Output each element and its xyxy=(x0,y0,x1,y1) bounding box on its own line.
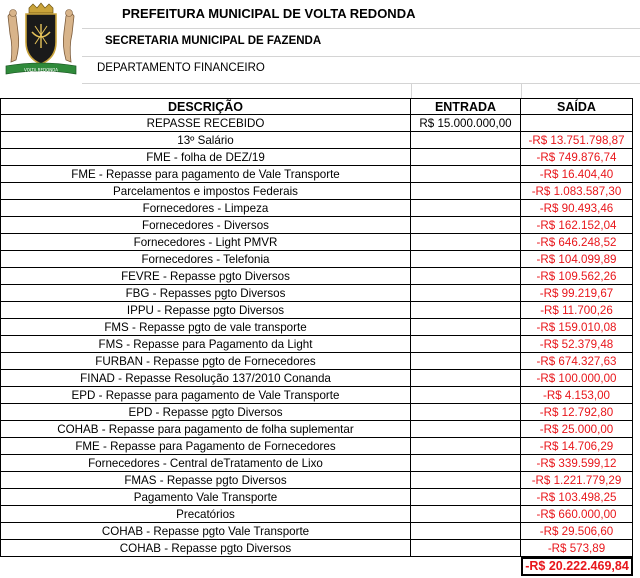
table-row xyxy=(0,506,640,523)
entrada-cell xyxy=(411,200,521,217)
description-cell: FME - Repasse para pagamento de Vale Transporte xyxy=(0,166,411,183)
svg-text:VOLTA REDONDA: VOLTA REDONDA xyxy=(24,67,58,73)
gridline xyxy=(521,83,522,98)
description-cell: Fornecedores - Light PMVR xyxy=(0,234,411,251)
table-row xyxy=(0,302,640,319)
column-header-saida: SAÍDA xyxy=(521,98,633,115)
saida-cell: -R$ 660.000,00 xyxy=(521,506,633,523)
table-row xyxy=(0,132,640,149)
entrada-cell xyxy=(411,353,521,370)
entrada-cell xyxy=(411,217,521,234)
entrada-cell xyxy=(411,523,521,540)
table-row xyxy=(0,217,640,234)
header-secretariat: SECRETARIA MUNICIPAL DE FAZENDA xyxy=(105,35,322,47)
saida-cell: -R$ 90.493,46 xyxy=(521,200,633,217)
table-row xyxy=(0,540,640,557)
saida-cell: -R$ 104.099,89 xyxy=(521,251,633,268)
saida-cell: -R$ 749.876,74 xyxy=(521,149,633,166)
column-header-entrada: ENTRADA xyxy=(411,98,521,115)
table-row xyxy=(0,404,640,421)
entrada-cell xyxy=(411,489,521,506)
saida-cell: -R$ 4.153,00 xyxy=(521,387,633,404)
entrada-cell xyxy=(411,387,521,404)
total-spacer xyxy=(0,557,411,574)
entrada-cell xyxy=(411,183,521,200)
description-cell: COHAB - Repasse para pagamento de folha suplementar xyxy=(0,421,411,438)
total-saida-cell: -R$ 20.222.469,84 xyxy=(521,557,633,576)
table-row xyxy=(0,166,640,183)
description-cell: FMS - Repasse pgto de vale transporte xyxy=(0,319,411,336)
description-cell: Parcelamentos e impostos Federais xyxy=(0,183,411,200)
entrada-cell xyxy=(411,251,521,268)
table-row xyxy=(0,370,640,387)
table-row xyxy=(0,285,640,302)
saida-cell: -R$ 13.751.798,87 xyxy=(521,132,633,149)
description-cell: EPD - Repasse para pagamento de Vale Transporte xyxy=(0,387,411,404)
entrada-cell xyxy=(411,234,521,251)
description-cell: Fornecedores - Diversos xyxy=(0,217,411,234)
table-row xyxy=(0,353,640,370)
entrada-cell xyxy=(411,285,521,302)
saida-cell: -R$ 11.700,26 xyxy=(521,302,633,319)
saida-cell: -R$ 339.599,12 xyxy=(521,455,633,472)
description-cell: FMS - Repasse para Pagamento da Light xyxy=(0,336,411,353)
saida-cell: -R$ 109.562,26 xyxy=(521,268,633,285)
entrada-cell xyxy=(411,268,521,285)
saida-cell: -R$ 573,89 xyxy=(521,540,633,557)
description-cell: EPD - Repasse pgto Diversos xyxy=(0,404,411,421)
description-cell: REPASSE RECEBIDO xyxy=(0,115,411,132)
gridline xyxy=(82,28,640,29)
table-row xyxy=(0,472,640,489)
saida-cell: -R$ 99.219,67 xyxy=(521,285,633,302)
table-row xyxy=(0,319,640,336)
table-row xyxy=(0,183,640,200)
entrada-cell xyxy=(411,455,521,472)
entrada-cell xyxy=(411,336,521,353)
saida-cell: -R$ 100.000,00 xyxy=(521,370,633,387)
saida-cell: -R$ 14.706,29 xyxy=(521,438,633,455)
entrada-cell xyxy=(411,132,521,149)
document-header xyxy=(0,0,640,98)
saida-cell: -R$ 674.327,63 xyxy=(521,353,633,370)
saida-cell: -R$ 12.792,80 xyxy=(521,404,633,421)
description-cell: Precatórios xyxy=(0,506,411,523)
description-cell: Fornecedores - Telefonia xyxy=(0,251,411,268)
table-row xyxy=(0,421,640,438)
entrada-cell xyxy=(411,540,521,557)
entrada-cell xyxy=(411,421,521,438)
description-cell: 13º Salário xyxy=(0,132,411,149)
table-row xyxy=(0,149,640,166)
description-cell: Fornecedores - Central deTratamento de Lixo xyxy=(0,455,411,472)
table-row xyxy=(0,234,640,251)
description-cell: FME - Repasse para Pagamento de Fornecedores xyxy=(0,438,411,455)
table-row xyxy=(0,489,640,506)
saida-cell: -R$ 16.404,40 xyxy=(521,166,633,183)
saida-cell: -R$ 103.498,25 xyxy=(521,489,633,506)
saida-cell: -R$ 1.083.587,30 xyxy=(521,183,633,200)
description-cell: COHAB - Repasse pgto Diversos xyxy=(0,540,411,557)
entrada-cell xyxy=(411,319,521,336)
column-header-description: DESCRIÇÃO xyxy=(0,98,411,115)
entrada-cell xyxy=(411,404,521,421)
saida-cell xyxy=(521,115,633,132)
saida-cell: -R$ 1.221.779,29 xyxy=(521,472,633,489)
description-cell: FBG - Repasses pgto Diversos xyxy=(0,285,411,302)
saida-cell: -R$ 646.248,52 xyxy=(521,234,633,251)
description-cell: FME - folha de DEZ/19 xyxy=(0,149,411,166)
table-row xyxy=(0,251,640,268)
entrada-cell xyxy=(411,438,521,455)
description-cell: Fornecedores - Limpeza xyxy=(0,200,411,217)
description-cell: FEVRE - Repasse pgto Diversos xyxy=(0,268,411,285)
saida-cell: -R$ 25.000,00 xyxy=(521,421,633,438)
table-row xyxy=(0,438,640,455)
entrada-cell xyxy=(411,506,521,523)
table-row xyxy=(0,387,640,404)
table-row xyxy=(0,115,640,132)
gridline xyxy=(82,83,640,84)
coat-of-arms-logo xyxy=(2,2,80,78)
table-total-row xyxy=(0,557,640,574)
table-row xyxy=(0,455,640,472)
entrada-cell xyxy=(411,472,521,489)
entrada-cell xyxy=(411,166,521,183)
table-row xyxy=(0,523,640,540)
description-cell: COHAB - Repasse pgto Vale Transporte xyxy=(0,523,411,540)
entrada-cell xyxy=(411,302,521,319)
financial-table xyxy=(0,98,640,574)
description-cell: IPPU - Repasse pgto Diversos xyxy=(0,302,411,319)
entrada-cell xyxy=(411,370,521,387)
description-cell: FURBAN - Repasse pgto de Fornecedores xyxy=(0,353,411,370)
description-cell: Pagamento Vale Transporte xyxy=(0,489,411,506)
gridline xyxy=(82,56,640,57)
entrada-cell xyxy=(411,149,521,166)
description-cell: FMAS - Repasse pgto Diversos xyxy=(0,472,411,489)
saida-cell: -R$ 29.506,60 xyxy=(521,523,633,540)
table-header-row xyxy=(0,98,640,115)
header-city-hall: PREFEITURA MUNICIPAL DE VOLTA REDONDA xyxy=(122,6,416,21)
entrada-cell: R$ 15.000.000,00 xyxy=(411,115,521,132)
table-row xyxy=(0,200,640,217)
table-row xyxy=(0,268,640,285)
total-spacer xyxy=(411,557,521,574)
saida-cell: -R$ 52.379,48 xyxy=(521,336,633,353)
gridline xyxy=(411,83,412,98)
description-cell: FINAD - Repasse Resolução 137/2010 Conanda xyxy=(0,370,411,387)
table-row xyxy=(0,336,640,353)
saida-cell: -R$ 159.010,08 xyxy=(521,319,633,336)
header-department: DEPARTAMENTO FINANCEIRO xyxy=(97,62,265,74)
saida-cell: -R$ 162.152,04 xyxy=(521,217,633,234)
